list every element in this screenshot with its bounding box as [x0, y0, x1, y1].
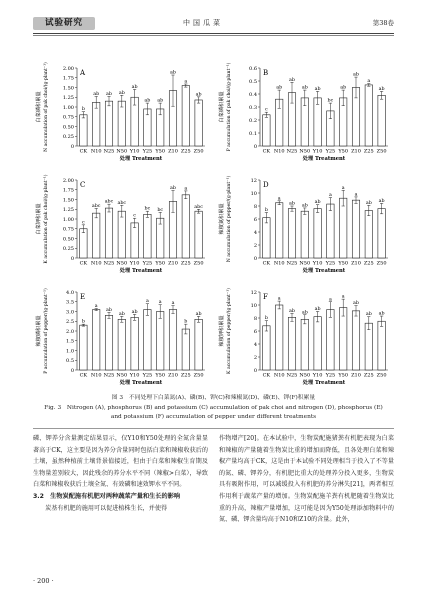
x-tick-label: Y50: [338, 260, 349, 267]
y-tick-label: 0.25: [62, 246, 74, 253]
x-tick-label: Y10: [312, 260, 323, 267]
panel-letter: D: [263, 181, 269, 189]
y-tick-label: 2.00: [62, 65, 74, 72]
significance-letter: a: [341, 294, 345, 300]
x-tick-label: CK: [79, 260, 88, 267]
y-tick-label: 0: [70, 143, 74, 150]
bar: [288, 209, 295, 258]
significance-letter: ab: [144, 98, 151, 104]
y-axis-label-en: P accumulation of pak choi/(g·plant⁻¹): [227, 62, 232, 152]
bar: [339, 308, 346, 370]
x-tick-label: Z50: [376, 260, 387, 267]
bar: [80, 115, 87, 146]
panel-letter: A: [80, 69, 86, 77]
significance-letter: ab: [314, 86, 321, 92]
bar: [378, 95, 385, 146]
x-tick-label: N25: [103, 148, 115, 155]
panel-letter: B: [263, 69, 269, 77]
y-tick-label: 0.2: [249, 117, 257, 124]
bar: [118, 319, 125, 370]
significance-letter: b: [81, 107, 85, 113]
bar: [327, 310, 334, 370]
significance-letter: ab: [289, 201, 295, 207]
significance-letter: c: [265, 107, 268, 113]
x-tick-label: Y25: [325, 148, 336, 155]
significance-letter: bc: [327, 98, 334, 104]
y-tick-label: 1.25: [62, 207, 74, 214]
header-rule: [33, 33, 394, 34]
x-tick-label: Z25: [180, 372, 191, 379]
body-right-column: [219, 433, 394, 526]
x-tick-label: Z10: [351, 372, 361, 379]
y-tick-label: 0.5: [66, 358, 74, 365]
y-tick-label: 0.75: [62, 114, 74, 121]
x-tick-label: Z50: [193, 260, 204, 267]
bar: [378, 321, 385, 370]
x-tick-label: Y10: [129, 372, 140, 379]
significance-letter: ab: [301, 310, 308, 316]
y-tick-label: 3.5: [66, 299, 74, 306]
significance-letter: abc: [194, 204, 203, 210]
panel-letter: E: [80, 293, 86, 301]
x-tick-label: Y25: [325, 260, 336, 267]
significance-letter: ab: [289, 308, 295, 314]
page-header: [0, 0, 427, 36]
x-tick-label: Z10: [351, 148, 361, 155]
significance-letter: b: [264, 208, 268, 213]
y-tick-label: 1.75: [62, 75, 74, 82]
bar: [144, 310, 151, 370]
significance-letter: ab: [118, 90, 125, 96]
bar: [131, 317, 138, 370]
significance-letter: bc: [157, 207, 164, 213]
bar: [327, 204, 334, 258]
x-tick-label: Z25: [363, 148, 374, 155]
significance-letter: ab: [131, 84, 138, 90]
x-axis-label: 处理 Treatment: [302, 268, 346, 274]
caption-divider: [33, 428, 394, 429]
x-tick-label: Z25: [363, 260, 374, 267]
significance-letter: b: [184, 319, 188, 325]
significance-letter: abc: [91, 203, 101, 209]
y-tick-label: 0.3: [249, 104, 257, 111]
bar: [314, 317, 321, 370]
significance-letter: ab: [289, 77, 295, 83]
significance-letter: b: [264, 316, 268, 322]
section-badge: 试验研究: [33, 17, 95, 30]
y-tick-label: 2.5: [66, 319, 74, 326]
significance-letter: ab: [301, 203, 308, 209]
y-tick-label: 0: [70, 255, 74, 262]
panel-letter: C: [80, 181, 86, 189]
y-tick-label: 0.50: [62, 236, 74, 243]
significance-letter: a: [367, 79, 371, 85]
y-tick-label: 0: [70, 367, 74, 374]
figure-caption-en-line1: Fig. 3 Nitrogen (A), phosphorus (B) and potassium (C) accumulation of pak choi and nitrogen (D), phosphorus (E): [44, 405, 383, 411]
bar: [105, 315, 112, 370]
y-tick-label: 0: [253, 255, 257, 262]
bar: [182, 195, 189, 258]
significance-letter: c: [133, 213, 136, 219]
x-tick-label: CK: [262, 372, 271, 379]
significance-letter: a: [158, 300, 162, 306]
x-tick-label: N50: [299, 260, 311, 267]
bar: [352, 311, 359, 370]
chart-panel-e: [33, 284, 213, 394]
y-tick-label: 4: [253, 229, 257, 236]
section-heading: 3.2 生物炭配施有机肥对两种蔬菜产量和生长的影响: [33, 492, 181, 500]
x-axis-label: 处理 Treatment: [302, 380, 346, 386]
significance-letter: ab: [170, 70, 176, 76]
figure-caption-en-line2: and potassium (F) accumulation of pepper under different treatments: [110, 413, 317, 420]
body-left-column: [33, 433, 208, 514]
x-tick-label: Z10: [168, 372, 178, 379]
bar: [365, 85, 372, 146]
x-tick-label: CK: [79, 372, 88, 379]
bar: [352, 200, 359, 258]
header-rule-thin: [33, 35, 394, 36]
chart-panel-c: [33, 172, 213, 282]
y-tick-label: 0.5: [249, 78, 257, 85]
x-tick-label: Z25: [180, 148, 191, 155]
bar: [169, 310, 176, 370]
body-paragraph: 炭基有机肥的施用可以促进植株生长，并使得: [33, 504, 168, 512]
significance-letter: abc: [104, 199, 114, 205]
x-tick-label: Y10: [129, 148, 140, 155]
x-tick-label: Z10: [168, 260, 178, 267]
significance-letter: a: [171, 301, 175, 307]
journal-title: 中国瓜菜: [183, 19, 223, 27]
figure-caption-en: [33, 404, 394, 421]
significance-letter: a: [354, 192, 358, 198]
bar: [365, 211, 372, 258]
significance-letter: ab: [378, 198, 385, 204]
x-axis-label: 处理 Treatment: [119, 268, 163, 274]
significance-letter: a: [184, 79, 188, 85]
bar: [301, 319, 308, 370]
bar: [92, 213, 99, 258]
y-axis-label-zh: 白菜磷积累量: [219, 91, 225, 123]
x-tick-label: Y50: [338, 148, 349, 155]
y-tick-label: 2: [253, 242, 257, 249]
bar: [365, 323, 372, 370]
y-axis-label-en: N accumulation of pepper/(g·plant⁻¹): [227, 175, 232, 263]
significance-letter: a: [94, 304, 98, 310]
y-axis-label-zh: 白菜磷积累量: [36, 91, 42, 123]
significance-letter: a: [328, 297, 332, 303]
significance-letter: c: [82, 220, 85, 226]
significance-letter: ab: [365, 200, 372, 206]
figure-caption-zh: 图 3 不同处理下白菜氮(A)、磷(B)、钾(C)和辣椒氮(D)、磷(E)、钾(F)积累量: [111, 395, 316, 401]
bar: [263, 115, 270, 146]
significance-letter: a: [341, 185, 345, 191]
bar: [275, 305, 282, 370]
x-tick-label: Z10: [168, 148, 178, 155]
x-tick-label: N50: [299, 148, 311, 155]
significance-letter: ab: [365, 312, 372, 318]
x-tick-label: CK: [262, 148, 271, 155]
x-axis-label: 处理 Treatment: [119, 380, 163, 386]
significance-letter: ab: [301, 85, 308, 91]
panel-letter: F: [263, 293, 268, 301]
x-tick-label: Y25: [325, 372, 336, 379]
y-tick-label: 1.50: [62, 197, 74, 204]
y-tick-label: 1.00: [62, 216, 74, 223]
bar: [182, 86, 189, 146]
significance-letter: ab: [170, 186, 176, 192]
y-tick-label: 0: [253, 367, 257, 374]
body-paragraph: 作物增产[20]。在本试验中，生物炭配施猪粪有机肥表现为白菜和辣椒的产量随着生物炭比重的增加而降低，且各处理白菜和辣椒产量均高于CK，这是由于本试验不同处理相当于投入了不等量的氮、磷、钾养分，有机肥比重大的处理养分投入更多，生物炭具有吸附作用，可以减缓投入有机肥的养分淋失[21]，两者相互作用利于蔬菜产量的增加。生物炭配施羊粪有机肥随着生物炭比重的升高，辣椒产量增加，这可能是因为Y50处理添加物料中的氮、磷、钾含量均高于N10和Z10的含量。此外，: [219, 435, 394, 524]
x-tick-label: N25: [103, 372, 115, 379]
x-tick-label: CK: [262, 260, 271, 267]
significance-letter: ab: [93, 91, 100, 97]
bar: [339, 198, 346, 258]
bar: [105, 101, 112, 146]
y-tick-label: 0.4: [249, 91, 257, 98]
bar: [118, 101, 125, 146]
y-tick-label: 4: [253, 341, 257, 348]
bar: [156, 312, 163, 371]
bar: [80, 229, 87, 258]
bar: [118, 211, 125, 258]
chart-panel-d: [216, 172, 396, 282]
y-tick-label: 0: [253, 143, 257, 150]
x-tick-label: Z50: [193, 148, 204, 155]
y-axis-label-zh: 辣椒钾积累量: [219, 315, 225, 347]
x-tick-label: N50: [116, 372, 128, 379]
bar: [182, 329, 189, 370]
bar: [195, 319, 202, 370]
significance-letter: a: [328, 193, 332, 199]
y-tick-label: 0.25: [62, 134, 74, 141]
x-axis-label: 处理 Treatment: [119, 156, 163, 162]
page-number: · 200 ·: [33, 577, 54, 585]
y-tick-label: 6: [253, 328, 257, 335]
bar: [314, 98, 321, 146]
y-axis-label-zh: 白菜钾积累量: [36, 203, 42, 235]
x-tick-label: N50: [116, 148, 128, 155]
y-tick-label: 1.0: [66, 348, 74, 355]
bar: [195, 100, 202, 146]
x-tick-label: Y50: [338, 372, 349, 379]
bar: [80, 325, 87, 370]
significance-letter: ab: [106, 307, 112, 313]
x-tick-label: Y50: [155, 372, 166, 379]
x-tick-label: Z10: [351, 260, 361, 267]
y-tick-label: 10: [250, 302, 257, 309]
chart-panel-f: [216, 284, 396, 394]
significance-letter: ab: [118, 311, 125, 317]
bar: [314, 209, 321, 258]
y-tick-label: 4.0: [66, 289, 74, 296]
bar: [275, 203, 282, 258]
significance-letter: ab: [378, 311, 385, 317]
y-tick-label: 0.1: [249, 130, 257, 137]
y-tick-label: 2.0: [66, 328, 74, 335]
significance-letter: ab: [157, 98, 164, 104]
x-tick-label: N10: [273, 372, 285, 379]
significance-letter: ab: [314, 307, 321, 312]
x-tick-label: Z50: [376, 148, 387, 155]
y-axis-label-zh: 辣椒磷积累量: [36, 315, 42, 347]
y-tick-label: 10: [250, 190, 257, 197]
y-tick-label: 12: [250, 177, 257, 184]
significance-letter: ab: [131, 309, 138, 315]
x-tick-label: CK: [79, 148, 88, 155]
y-tick-label: 0.50: [62, 124, 74, 131]
y-tick-label: 8: [253, 315, 257, 322]
x-tick-label: N25: [286, 260, 298, 267]
significance-letter: a: [277, 196, 281, 202]
chart-panel-a: [33, 60, 213, 170]
y-tick-label: 0.6: [249, 65, 257, 72]
x-tick-label: Y10: [312, 148, 323, 155]
significance-letter: ab: [276, 85, 283, 91]
significance-letter: a: [145, 299, 149, 305]
y-tick-label: 6: [253, 216, 257, 223]
x-tick-label: Z50: [193, 372, 204, 379]
y-axis-label-zh: 辣椒氮积累量: [219, 203, 225, 235]
x-tick-label: Y25: [142, 260, 153, 267]
significance-letter: bc: [144, 206, 151, 212]
x-tick-label: Y25: [142, 148, 153, 155]
x-tick-label: Y10: [312, 372, 323, 379]
y-tick-label: 1.00: [62, 104, 74, 111]
significance-letter: ab: [353, 72, 359, 78]
significance-letter: ab: [340, 85, 347, 91]
significance-letter: ab: [195, 311, 202, 317]
significance-letter: ab: [314, 200, 321, 206]
x-tick-label: N10: [90, 260, 102, 267]
x-tick-label: N50: [116, 260, 128, 267]
y-axis-label-en: K accumulation of pepper/(g·plant⁻¹): [227, 288, 232, 374]
y-tick-label: 1.50: [62, 85, 74, 92]
x-tick-label: N25: [103, 260, 115, 267]
x-tick-label: N25: [286, 148, 298, 155]
x-tick-label: N10: [90, 148, 102, 155]
x-tick-label: Y50: [155, 260, 166, 267]
y-tick-label: 2: [253, 354, 257, 361]
body-paragraph: 磷、钾养分含量测定结果显示，仅Y10和Y50处理的全氮含量显著高于CK，这主要是因为养分含量同时包括白菜和辣椒收获后的土壤，虽然种植前土壤背景值接近，但由于白菜和辣椒生育期及生物量差别较大，因此残余的养分水平不同（辣椒>白菜），导致白菜和辣椒收获后土壤全氮、有效磷和速效钾水平不同。: [33, 435, 208, 489]
x-tick-label: N10: [273, 148, 285, 155]
x-tick-label: Y10: [129, 260, 140, 267]
bar: [195, 211, 202, 258]
significance-letter: ab: [378, 86, 385, 92]
y-tick-label: 1.25: [62, 95, 74, 102]
volume-label: 第38卷: [372, 19, 394, 27]
significance-letter: ab: [195, 92, 202, 98]
significance-letter: a: [184, 186, 188, 192]
y-tick-label: 1.75: [62, 187, 74, 194]
bar: [301, 211, 308, 258]
y-tick-label: 2.00: [62, 177, 74, 184]
x-tick-label: N50: [299, 372, 311, 379]
x-axis-label: 处理 Treatment: [302, 156, 346, 162]
x-tick-label: Z50: [376, 372, 387, 379]
y-tick-label: 3.0: [66, 309, 74, 316]
x-tick-label: N10: [273, 260, 285, 267]
bar: [92, 310, 99, 370]
significance-letter: abc: [117, 200, 127, 206]
x-tick-label: Z25: [363, 372, 374, 379]
bar: [131, 223, 138, 258]
significance-letter: a: [277, 296, 281, 302]
bar: [144, 214, 151, 258]
x-tick-label: Y50: [155, 148, 166, 155]
y-tick-label: 12: [250, 289, 257, 296]
significance-letter: ab: [106, 91, 112, 97]
bar: [378, 209, 385, 258]
y-axis-label-en: P accumulation of pepper/(g·plant⁻¹): [44, 288, 49, 374]
y-axis-label-en: N accumulation of pak choi/(g·plant⁻¹): [44, 62, 49, 152]
bar: [263, 218, 270, 258]
x-tick-label: N25: [286, 372, 298, 379]
bar: [92, 102, 99, 146]
y-tick-label: 8: [253, 203, 257, 210]
chart-panel-b: [216, 60, 396, 170]
bar: [263, 326, 270, 370]
significance-letter: b: [81, 319, 85, 325]
y-tick-label: 1.5: [66, 338, 74, 345]
bar: [288, 317, 295, 370]
x-tick-label: Y25: [142, 372, 153, 379]
significance-letter: ab: [353, 301, 359, 307]
y-axis-label-en: K accumulation of pak choi/(g·plant⁻¹): [44, 174, 49, 264]
bar: [105, 208, 112, 258]
x-tick-label: Z25: [180, 260, 191, 267]
x-tick-label: N10: [90, 372, 102, 379]
y-tick-label: 0.75: [62, 226, 74, 233]
